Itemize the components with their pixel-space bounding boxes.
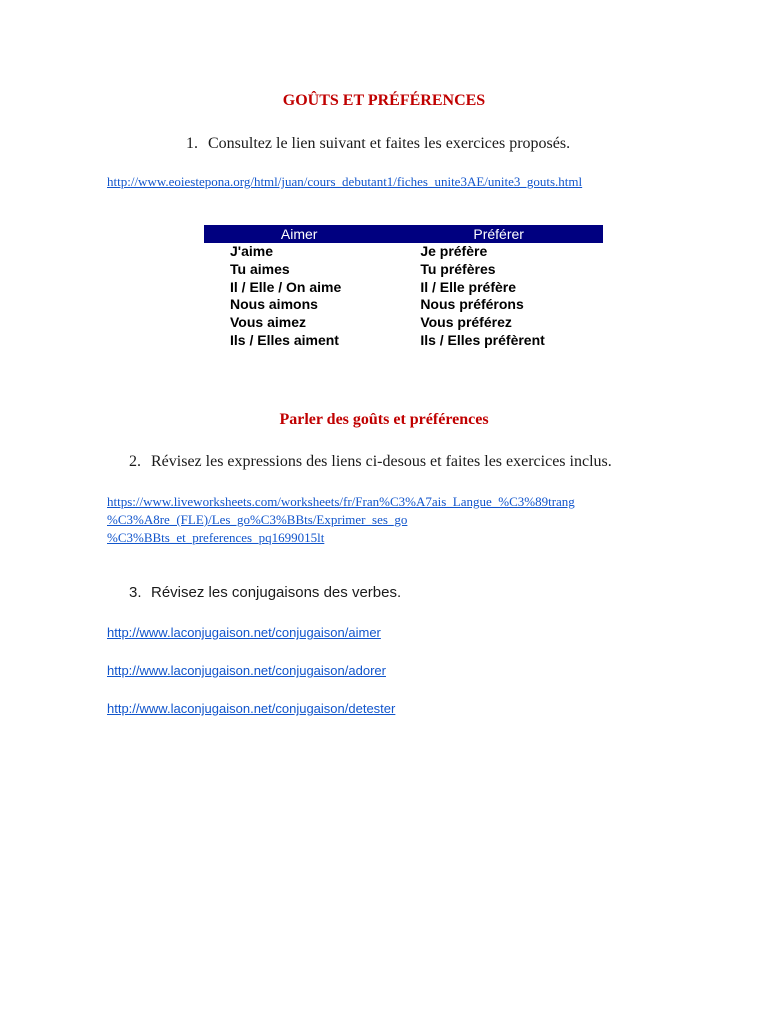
instruction-3-text: Révisez les conjugaisons des verbes.: [151, 584, 402, 601]
instruction-2: [129, 453, 612, 471]
cell-preferer: Nous préférons: [420, 296, 524, 313]
table-row: [204, 332, 603, 350]
instruction-1-text: Consultez le lien suivant et faites les exercices proposés.: [208, 135, 571, 152]
section-subtitle: Parler des goûts et préférences: [279, 411, 489, 428]
table-header-row: [204, 225, 603, 243]
instruction-3-number: 3.: [129, 584, 142, 601]
cell-aimer: J'aime: [230, 243, 274, 259]
page-title: GOÛTS ET PRÉFÉRENCES: [282, 92, 486, 109]
cell-aimer: Vous aimez: [230, 314, 306, 331]
cell-preferer: Ils / Elles préfèrent: [420, 331, 545, 348]
link-eoiestepona[interactable]: http://www.eoiestepona.org/html/juan/cours_debutant1/fiches_unite3AE/unite3_gouts.html: [107, 174, 583, 189]
cell-aimer: Il / Elle / On aime: [230, 278, 342, 295]
table-row: [204, 314, 603, 332]
cell-preferer: Je préfère: [420, 243, 488, 259]
cell-aimer: Tu aimes: [230, 260, 290, 277]
conjugation-table: [204, 225, 603, 350]
cell-aimer: Nous aimons: [230, 296, 318, 313]
table-row: [204, 279, 603, 297]
instruction-2-number: 2.: [129, 453, 141, 470]
table-row: [204, 243, 603, 261]
link-conjugaison-detester[interactable]: http://www.laconjugaison.net/conjugaison/detester: [107, 701, 396, 716]
cell-preferer: Il / Elle préfère: [420, 278, 517, 295]
table-row: [204, 296, 603, 314]
link-liveworksheets-line-2[interactable]: %C3%A8re_(FLE)/Les_go%C3%BBts/Exprimer_ses_go: [107, 512, 408, 527]
table-row: [204, 261, 603, 279]
link-liveworksheets-line-3[interactable]: %C3%BBts_et_preferences_pq1699015lt: [107, 530, 325, 545]
link-liveworksheets-line-1[interactable]: https://www.liveworksheets.com/worksheets/fr/Fran%C3%A7ais_Langue_%C3%89trang: [107, 494, 575, 509]
header-aimer: Aimer: [204, 225, 394, 243]
link-conjugaison-aimer[interactable]: http://www.laconjugaison.net/conjugaison/aimer: [107, 625, 381, 640]
cell-preferer: Vous préférez: [420, 314, 512, 331]
instruction-1: [186, 135, 570, 153]
instruction-1-number: 1.: [186, 135, 198, 152]
instruction-3: [129, 584, 401, 601]
cell-preferer: Tu préfères: [420, 260, 496, 277]
instruction-2-text: Révisez les expressions des liens ci-desous et faites les exercices inclus.: [151, 453, 612, 470]
link-conjugaison-adorer[interactable]: http://www.laconjugaison.net/conjugaison/adorer: [107, 663, 386, 678]
header-preferer: Préférer: [394, 225, 603, 243]
cell-aimer: Ils / Elles aiment: [230, 331, 339, 348]
